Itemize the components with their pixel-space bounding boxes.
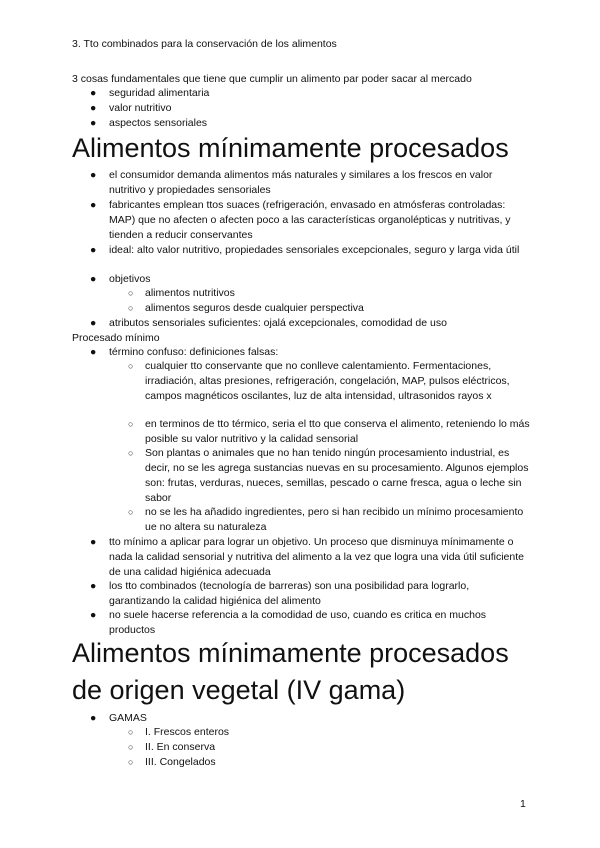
sub-list-item: ○ en terminos de tto térmico, seria el tto que conserva el alimento, reteniendo lo más posible su valor nutritivo y la calidad sensorial xyxy=(128,418,530,445)
list-item: ● seguridad alimentaria xyxy=(90,87,210,99)
bullet-icon: ● xyxy=(90,273,97,285)
heading-minimamente-procesados: Alimentos mínimamente procesados xyxy=(72,133,509,163)
page-number: 1 xyxy=(520,798,526,810)
list-item: ● atributos sensoriales suficientes: ojalá excepcionales, comodidad de uso xyxy=(90,317,447,329)
procesado-label: Procesado mínimo xyxy=(72,332,160,344)
list-item: ● objetivos xyxy=(90,273,151,285)
list-item: ● ideal: alto valor nutritivo, propiedades sensoriales excepcionales, seguro y larga vida útil xyxy=(90,244,520,256)
sub-list-item: ○ no se les ha añadido ingredientes, pero si han recibido un mínimo procesamiento ue no altera su naturaleza xyxy=(128,506,524,533)
bullet-icon: ● xyxy=(90,102,97,114)
circle-bullet-icon: ○ xyxy=(128,448,134,458)
circle-bullet-icon: ○ xyxy=(128,742,134,752)
list-item: ● no suele hacerse referencia a la comodidad de uso, cuando es critica en muchos productos xyxy=(90,609,487,636)
circle-bullet-icon: ○ xyxy=(128,288,134,298)
heading-origen-vegetal-line2: de origen vegetal (IV gama) xyxy=(72,675,406,705)
bullet-icon: ● xyxy=(90,87,97,99)
list-item: ● valor nutritivo xyxy=(90,102,172,114)
section-title: 3. Tto combinados para la conservación de los alimentos xyxy=(72,38,337,50)
sub-list-item: ○ alimentos seguros desde cualquier perspectiva xyxy=(128,302,364,314)
bullet-icon: ● xyxy=(90,580,97,592)
sub-list-item: ○ Son plantas o animales que no han tenido ningún procesamiento industrial, es decir, no se les agrega sustancias nuevas en su procesamiento. Algunos ejemplos son: frutas, verduras, nueces, semillas, pescado o carne fresca, agua o leche sin sabor xyxy=(128,447,529,504)
bullet-icon: ● xyxy=(90,536,97,548)
intro-text: 3 cosas fundamentales que tiene que cumplir un alimento par poder sacar al mercado xyxy=(72,73,472,85)
sub-list-item: ○ III. Congelados xyxy=(128,756,216,768)
list-item: ● GAMAS xyxy=(90,712,147,724)
sub-list-item: ○ cualquier tto conservante que no conlleve calentamiento. Fermentaciones, irradiación, altas presiones, refrigeración, congelación, MAP, pulsos eléctricos, campos magnéticos oscilantes, luz de alta intensidad, ultrasonidos rayos x xyxy=(128,360,510,402)
circle-bullet-icon: ○ xyxy=(128,419,134,429)
list-item: ● el consumidor demanda alimentos más naturales y similares a los frescos en valor nutritivo y propiedades sensoriales xyxy=(90,169,493,196)
list-item: ● los tto combinados (tecnología de barreras) son una posibilidad para lograrlo, garantizando la calidad higiénica del alimento xyxy=(90,580,470,607)
circle-bullet-icon: ○ xyxy=(128,303,134,313)
bullet-icon: ● xyxy=(90,609,97,621)
bullet-icon: ● xyxy=(90,317,97,329)
sub-list-item: ○ alimentos nutritivos xyxy=(128,287,235,299)
circle-bullet-icon: ○ xyxy=(128,757,134,767)
sub-list-item: ○ I. Frescos enteros xyxy=(128,726,230,738)
bullet-icon: ● xyxy=(90,244,97,256)
list-item: ● tto mínimo a aplicar para lograr un objetivo. Un proceso que disminuya mínimamente o nada la calidad sensorial y nutritiva del alimento a la vez que logra una vida útil suficiente de una calidad higiénica adecuada xyxy=(90,536,524,578)
bullet-icon: ● xyxy=(90,117,97,129)
circle-bullet-icon: ○ xyxy=(128,727,134,737)
bullet-icon: ● xyxy=(90,199,97,211)
circle-bullet-icon: ○ xyxy=(128,507,134,517)
sub-list-item: ○ II. En conserva xyxy=(128,741,216,753)
list-item: ● aspectos sensoriales xyxy=(90,117,208,129)
bullet-icon: ● xyxy=(90,346,97,358)
circle-bullet-icon: ○ xyxy=(128,361,134,371)
list-item: ● fabricantes emplean ttos suaces (refrigeración, envasado en atmósferas controladas: MAP) que no afecten o afecten poco a las características organolépticas y nutritivas, y tienden a reducir conservantes xyxy=(90,199,511,241)
bullet-icon: ● xyxy=(90,169,97,181)
bullet-icon: ● xyxy=(90,712,97,724)
heading-origen-vegetal-line1: Alimentos mínimamente procesados xyxy=(72,638,509,668)
list-item: ● término confuso: definiciones falsas: xyxy=(90,346,279,358)
